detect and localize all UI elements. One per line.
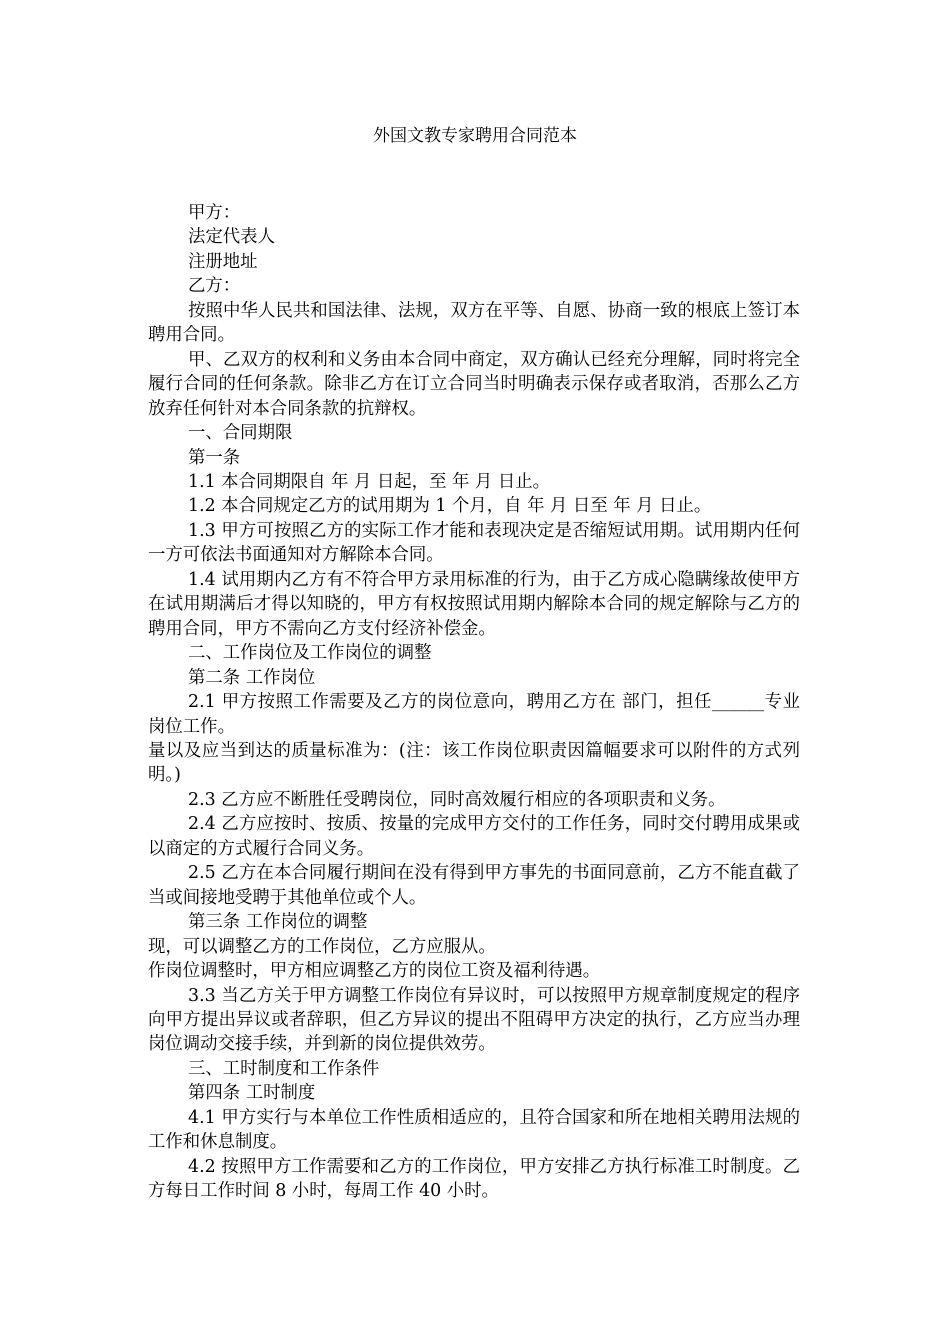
paragraph: 2.4 乙方应按时、按质、按量的完成甲方交付的工作任务，同时交付聘用成果或以商定的方式履行合同义务。 (148, 814, 800, 859)
paragraph: 1.4 试用期内乙方有不符合甲方录用标准的行为，由于乙方成心隐瞒缘故使甲方在试用期满后才得以知晓的，甲方有权按照试用期内解除本合同的规定解除与乙方的聘用合同，甲方不需向乙方支付经济补偿金。 (148, 569, 800, 639)
paragraph: 2.1 甲方按照工作需要及乙方的岗位意向，聘用乙方在 部门，担任______专业岗位工作。 (148, 692, 800, 737)
paragraph: 第三条 工作岗位的调整 (188, 912, 368, 933)
paragraph: 注册地址 (188, 251, 258, 272)
paragraph: 第四条 工时制度 (188, 1083, 316, 1104)
paragraph: 法定代表人 (188, 227, 275, 248)
paragraph: 乙方： (188, 276, 241, 297)
paragraph: 3.3 当乙方关于甲方调整工作岗位有异议时，可以按照甲方规章制度规定的程序向甲方提出异议或者辞职，但乙方异议的提出不阻碍甲方决定的执行，乙方应当办理岗位调动交接手续，并到新的岗位提供效劳。 (148, 985, 800, 1055)
paragraph: 4.2 按照甲方工作需要和乙方的工作岗位，甲方安排乙方执行标准工时制度。乙方每日工作时间 8 小时，每周工作 40 小时。 (148, 1156, 800, 1202)
paragraph: 4.1 甲方实行与本单位工作性质相适应的，且符合国家和所在地相关聘用法规的工作和休息制度。 (148, 1107, 800, 1153)
paragraph: 二、工作岗位及工作岗位的调整 (188, 643, 432, 664)
paragraph: 1.2 本合同规定乙方的试用期为 1 个月，自 年 月 日至 年 月 日止。 (188, 496, 712, 517)
paragraph: 量以及应当到达的质量标准为：(注：该工作岗位职责因篇幅要求可以附件的方式列明。) (148, 740, 800, 786)
paragraph: 2.5 乙方在本合同履行期间在没有得到甲方事先的书面同意前，乙方不能直截了当或间接地受聘于其他单位或个人。 (148, 863, 800, 908)
paragraph: 甲、乙双方的权利和义务由本合同中商定，双方确认已经充分理解，同时将完全履行合同的任何条款。除非乙方在订立合同当时明确表示保存或者取消，否那么乙方放弃任何针对本合同条款的抗辩权。 (148, 349, 800, 419)
paragraph: 现，可以调整乙方的工作岗位，乙方应服从。 (148, 936, 496, 957)
paragraph: 2.3 乙方应不断胜任受聘岗位，同时高效履行相应的各项职责和义务。 (188, 789, 726, 810)
paragraph: 第一条 (188, 447, 241, 468)
paragraph: 三、工时制度和工作条件 (188, 1058, 380, 1079)
paragraph: 作岗位调整时，甲方相应调整乙方的岗位工资及福利待遇。 (148, 961, 601, 982)
paragraph: 按照中华人民共和国法律、法规，双方在平等、自愿、协商一致的根底上签订本聘用合同。 (148, 300, 800, 346)
paragraph: 1.3 甲方可按照乙方的实际工作才能和表现决定是否缩短试用期。试用期内任何一方可依法书面通知对方解除本合同。 (148, 520, 800, 566)
paragraph: 一、合同期限 (188, 423, 293, 444)
document-title: 外国文教专家聘用合同范本 (373, 126, 577, 146)
paragraph: 甲方： (188, 203, 241, 223)
document-body (148, 201, 800, 1204)
paragraph: 1.1 本合同期限自 年 月 日起，至 年 月 日止。 (188, 471, 550, 492)
paragraph: 第二条 工作岗位 (188, 667, 316, 688)
